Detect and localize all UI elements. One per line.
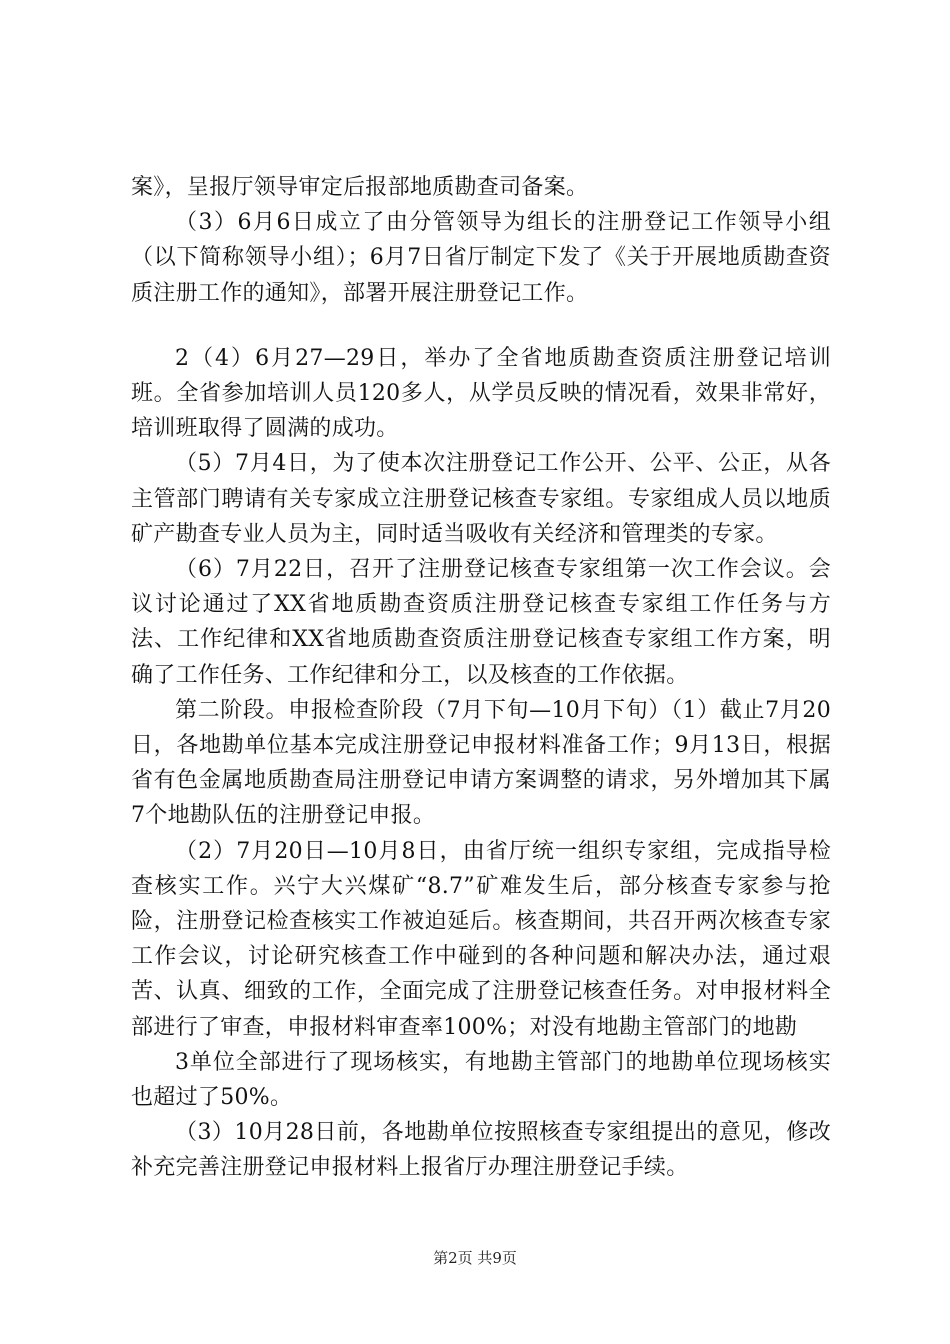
paragraph: 第二阶段。申报检查阶段（7月下旬—10月下旬）（1）截止7月20日，各地勘单位基本完成注册登记申报材料准备工作；9月13日，根据省有色金属地质勘查局注册登记申请方案调整的请求，另外增加其下属7个地勘队伍的注册登记申报。 [131, 697, 831, 829]
paragraph: （5）7月4日，为了使本次注册登记工作公开、公平、公正，从各主管部门聘请有关专家成立注册登记核查专家组。专家组成人员以地质矿产勘查专业人员为主，同时适当吸收有关经济和管理类的专家。 [131, 451, 831, 547]
paragraph: 3单位全部进行了现场核实，有地勘主管部门的地勘单位现场核实也超过了50%。 [131, 1049, 831, 1111]
paragraph: （3）6月6日成立了由分管领导为组长的注册登记工作领导小组（以下简称领导小组）；6月7日省厅制定下发了《关于开展地质勘查资质注册工作的通知》，部署开展注册登记工作。 [131, 210, 831, 306]
paragraph: 案》，呈报厅领导审定后报部地质勘查司备案。 [131, 175, 589, 200]
paragraph: 2（4）6月27—29日，举办了全省地质勘查资质注册登记培训班。全省参加培训人员120多人，从学员反映的情况看，效果非常好，培训班取得了圆满的成功。 [131, 345, 831, 442]
paragraph: （2）7月20日—10月8日，由省厅统一组织专家组，完成指导检查核实工作。兴宁大兴煤矿“8.7”矿难发生后，部分核查专家参与抢险，注册登记检查核实工作被迫延后。核查期间，共召开两次核查专家工作会议，讨论研究核查工作中碰到的各种问题和解决办法，通过艰苦、认真、细致的工作，全面完成了注册登记核查任务。对申报材料全部进行了审查，申报材料审查率100%；对没有地勘主管部门的地勘 [131, 838, 831, 1040]
document-body [131, 170, 831, 1186]
paragraph: （6）7月22日，召开了注册登记核查专家组第一次工作会议。会议讨论通过了XX省地质勘查资质注册登记核查专家组工作任务与方法、工作纪律和XX省地质勘查资质注册登记核查专家组工作方案，明确了工作任务、工作纪律和分工，以及核查的工作依据。 [131, 557, 831, 688]
page-footer: 第2页 共9页 [433, 1249, 517, 1267]
paragraph: （3）10月28日前，各地勘单位按照核查专家组提出的意见，修改补充完善注册登记申报材料上报省厅办理注册登记手续。 [131, 1120, 831, 1181]
